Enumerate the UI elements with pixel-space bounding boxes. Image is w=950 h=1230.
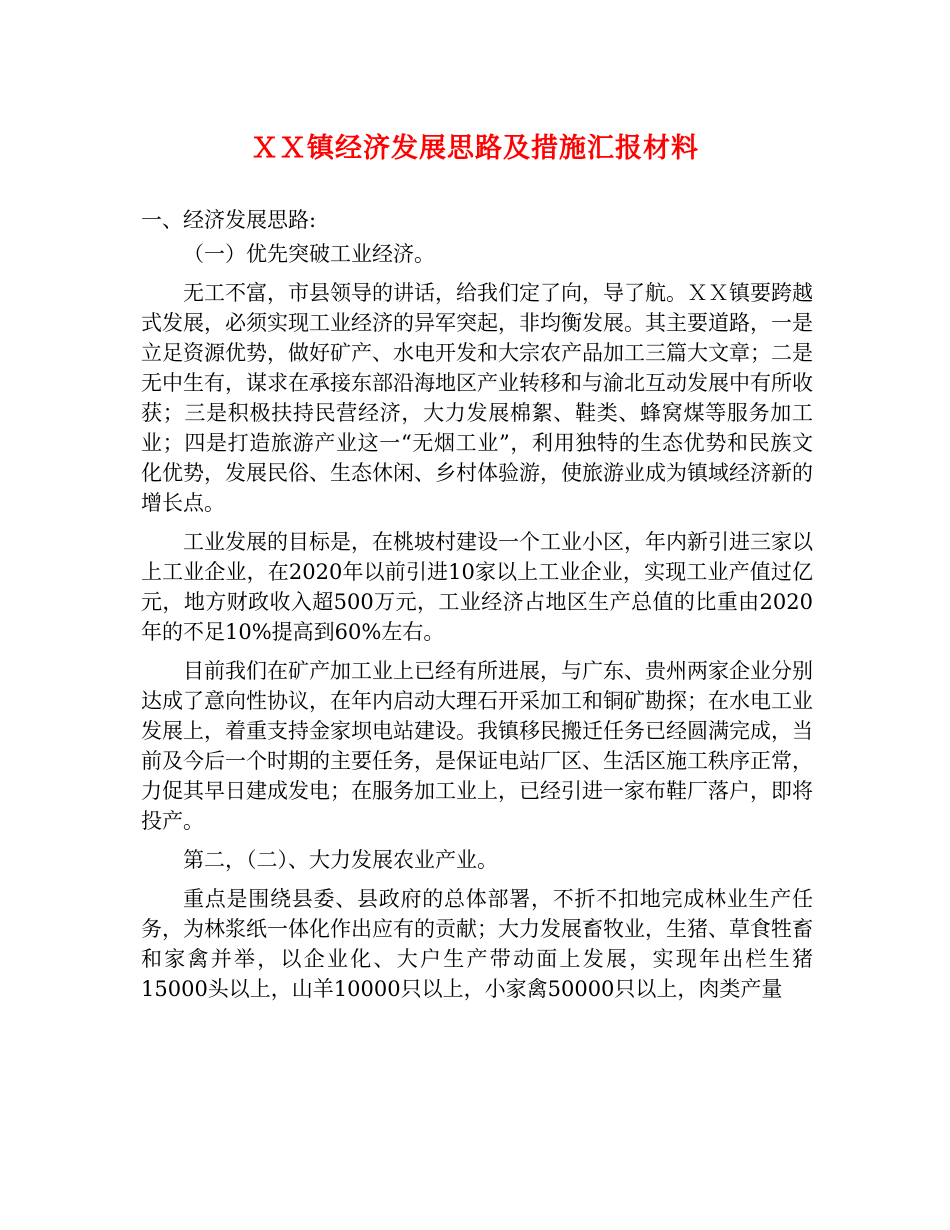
document-title: ＸＸ镇经济发展思路及措施汇报材料 (251, 133, 699, 164)
section-heading-1: 一、经济发展思路: (141, 208, 317, 232)
document-body (141, 205, 813, 1013)
paragraph-2: 工业发展的目标是，在桃坡村建设一个工业小区，年内新引进三家以上工业企业，在2020年以前引进10家以上工业企业，实现工业产值过亿元，地方财政收入超500万元，工业经济占地区生产总值的比重由2020年的不足10%提高到60%左右。 (141, 530, 813, 644)
subsection-heading-1: （一）优先突破工业经济。 (183, 242, 435, 266)
paragraph-1: 无工不富，市县领导的讲话，给我们定了向，导了航。ＸＸ镇要跨越式发展，必须实现工业经济的异军突起，非均衡发展。其主要道路，一是立足资源优势，做好矿产、水电开发和大宗农产品加工三篇大文章；二是无中生有，谋求在承接东部沿海地区产业转移和与渝北互动发展中有所收获；三是积极扶持民营经济，大力发展棉絮、鞋类、蜂窝煤等服务加工业；四是打造旅游产业这一“无烟工业”，利用独特的生态优势和民族文化优势，发展民俗、生态休闲、乡村体验游，使旅游业成为镇域经济新的增长点。 (141, 281, 813, 515)
paragraph-4: 重点是围绕县委、县政府的总体部署，不折不扣地完成林业生产任务，为林浆纸一体化作出应有的贡献；大力发展畜牧业，生猪、草食牲畜和家禽并举，以企业化、大户生产带动面上发展，实现年出栏生猪15000头以上，山羊10000只以上，小家禽50000只以上，肉类产量 (141, 887, 813, 1001)
subsection-heading-2: 第二，（二）、大力发展农业产业。 (183, 848, 498, 872)
paragraph-3: 目前我们在矿产加工业上已经有所进展，与广东、贵州两家企业分别达成了意向性协议，在年内启动大理石开采加工和铜矿勘探；在水电工业发展上，着重支持金家坝电站建设。我镇移民搬迁任务已经圆满完成，当前及今后一个时期的主要任务，是保证电站厂区、生活区施工秩序正常，力促其早日建成发电；在服务加工业上，已经引进一家布鞋厂落户，即将投产。 (141, 659, 813, 833)
